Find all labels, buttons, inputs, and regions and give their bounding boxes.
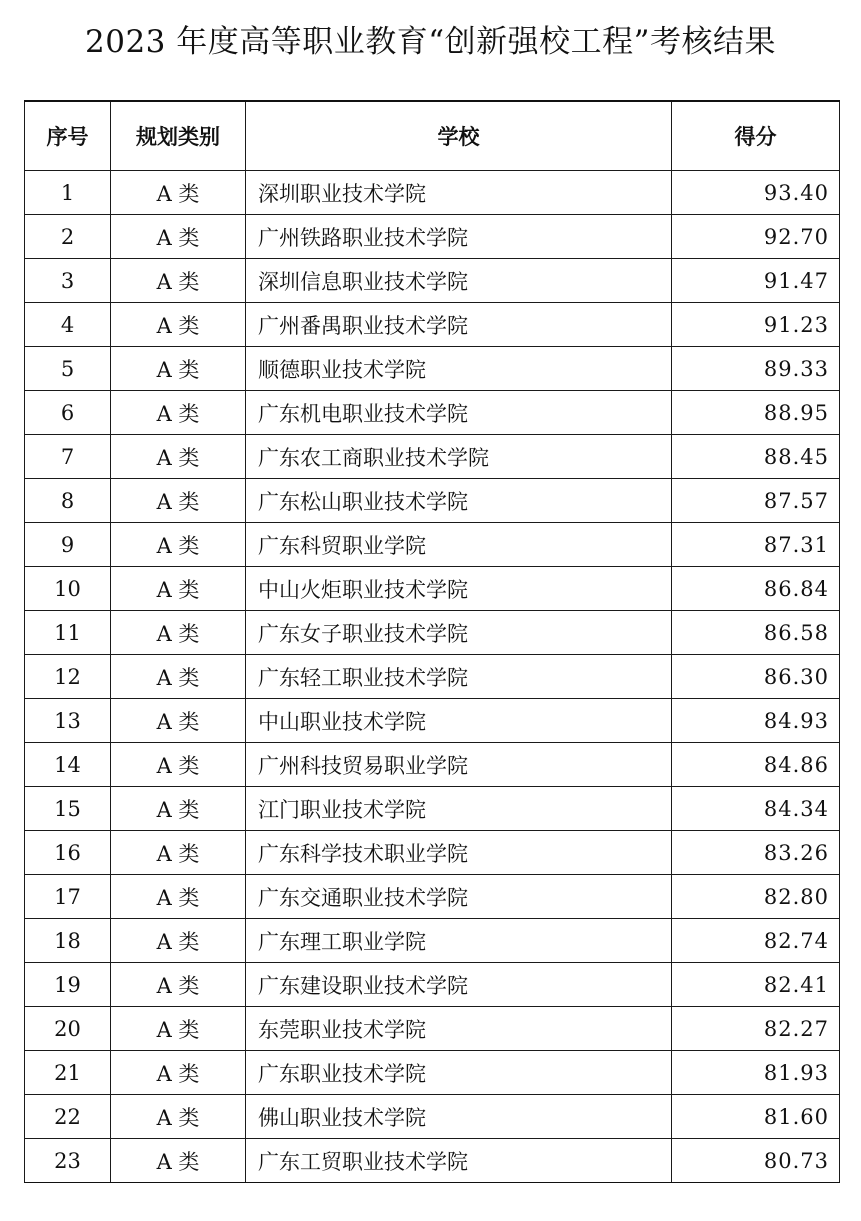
table-row [25, 611, 840, 655]
row-number: 15 [25, 787, 111, 831]
row-score: 84.34 [672, 787, 840, 831]
header-school: 学校 [246, 101, 672, 171]
row-score: 87.57 [672, 479, 840, 523]
row-category: A 类 [111, 347, 246, 391]
row-score: 86.84 [672, 567, 840, 611]
row-school: 广东工贸职业技术学院 [246, 1139, 672, 1183]
row-score: 82.27 [672, 1007, 840, 1051]
row-number: 14 [25, 743, 111, 787]
results-table [24, 100, 840, 1183]
row-number: 8 [25, 479, 111, 523]
row-score: 84.86 [672, 743, 840, 787]
row-category: A 类 [111, 611, 246, 655]
row-school: 广州科技贸易职业学院 [246, 743, 672, 787]
row-number: 18 [25, 919, 111, 963]
row-number: 2 [25, 215, 111, 259]
table-row [25, 215, 840, 259]
page-title: 2023 年度高等职业教育“创新强校工程”考核结果 [85, 24, 776, 60]
row-number: 12 [25, 655, 111, 699]
table-row [25, 479, 840, 523]
row-school: 广东农工商职业技术学院 [246, 435, 672, 479]
row-category: A 类 [111, 1095, 246, 1139]
row-school: 广州铁路职业技术学院 [246, 215, 672, 259]
row-score: 91.47 [672, 259, 840, 303]
row-category: A 类 [111, 919, 246, 963]
table-row [25, 523, 840, 567]
row-category: A 类 [111, 699, 246, 743]
row-school: 广东建设职业技术学院 [246, 963, 672, 1007]
table-body [25, 171, 840, 1183]
row-school: 东莞职业技术学院 [246, 1007, 672, 1051]
row-school: 江门职业技术学院 [246, 787, 672, 831]
row-number: 4 [25, 303, 111, 347]
row-category: A 类 [111, 655, 246, 699]
row-category: A 类 [111, 1007, 246, 1051]
row-number: 7 [25, 435, 111, 479]
table-row [25, 1007, 840, 1051]
table-row [25, 875, 840, 919]
row-score: 92.70 [672, 215, 840, 259]
row-school: 深圳职业技术学院 [246, 171, 672, 215]
row-category: A 类 [111, 875, 246, 919]
table-row [25, 743, 840, 787]
row-category: A 类 [111, 171, 246, 215]
row-category: A 类 [111, 743, 246, 787]
row-score: 89.33 [672, 347, 840, 391]
row-score: 81.60 [672, 1095, 840, 1139]
row-score: 93.40 [672, 171, 840, 215]
row-school: 顺德职业技术学院 [246, 347, 672, 391]
row-number: 1 [25, 171, 111, 215]
header-type: 规划类别 [111, 101, 246, 171]
table-row [25, 787, 840, 831]
row-number: 10 [25, 567, 111, 611]
row-school: 广东交通职业技术学院 [246, 875, 672, 919]
row-school: 广东轻工职业技术学院 [246, 655, 672, 699]
row-number: 23 [25, 1139, 111, 1183]
table-row [25, 567, 840, 611]
header-score: 得分 [672, 101, 840, 171]
row-number: 17 [25, 875, 111, 919]
row-school: 广东松山职业技术学院 [246, 479, 672, 523]
row-number: 9 [25, 523, 111, 567]
table-row [25, 655, 840, 699]
table-row [25, 259, 840, 303]
row-score: 82.80 [672, 875, 840, 919]
row-school: 广东职业技术学院 [246, 1051, 672, 1095]
row-category: A 类 [111, 567, 246, 611]
row-school: 广州番禺职业技术学院 [246, 303, 672, 347]
row-category: A 类 [111, 831, 246, 875]
row-score: 91.23 [672, 303, 840, 347]
row-number: 21 [25, 1051, 111, 1095]
row-number: 19 [25, 963, 111, 1007]
table-row [25, 171, 840, 215]
row-score: 86.58 [672, 611, 840, 655]
row-school: 广东女子职业技术学院 [246, 611, 672, 655]
row-score: 83.26 [672, 831, 840, 875]
row-number: 3 [25, 259, 111, 303]
row-score: 88.95 [672, 391, 840, 435]
row-school: 广东理工职业学院 [246, 919, 672, 963]
table-row [25, 1051, 840, 1095]
row-school: 佛山职业技术学院 [246, 1095, 672, 1139]
row-school: 中山火炬职业技术学院 [246, 567, 672, 611]
row-score: 82.74 [672, 919, 840, 963]
table-row [25, 963, 840, 1007]
table-row [25, 347, 840, 391]
row-school: 广东科贸职业学院 [246, 523, 672, 567]
row-number: 11 [25, 611, 111, 655]
row-score: 81.93 [672, 1051, 840, 1095]
row-category: A 类 [111, 1051, 246, 1095]
table-row [25, 1095, 840, 1139]
table-row [25, 831, 840, 875]
table-row [25, 303, 840, 347]
header-row [25, 101, 840, 171]
header-no: 序号 [25, 101, 111, 171]
row-number: 20 [25, 1007, 111, 1051]
row-school: 广东机电职业技术学院 [246, 391, 672, 435]
table-header [25, 101, 840, 171]
table-row [25, 1139, 840, 1183]
row-category: A 类 [111, 259, 246, 303]
row-number: 16 [25, 831, 111, 875]
row-score: 82.41 [672, 963, 840, 1007]
row-school: 深圳信息职业技术学院 [246, 259, 672, 303]
table-row [25, 435, 840, 479]
row-school: 广东科学技术职业学院 [246, 831, 672, 875]
row-category: A 类 [111, 435, 246, 479]
row-school: 中山职业技术学院 [246, 699, 672, 743]
table-row [25, 699, 840, 743]
row-number: 5 [25, 347, 111, 391]
row-score: 87.31 [672, 523, 840, 567]
row-score: 86.30 [672, 655, 840, 699]
table-row [25, 919, 840, 963]
row-category: A 类 [111, 787, 246, 831]
row-score: 84.93 [672, 699, 840, 743]
row-category: A 类 [111, 215, 246, 259]
row-category: A 类 [111, 303, 246, 347]
row-score: 80.73 [672, 1139, 840, 1183]
table-row [25, 391, 840, 435]
row-number: 22 [25, 1095, 111, 1139]
row-score: 88.45 [672, 435, 840, 479]
row-number: 6 [25, 391, 111, 435]
row-category: A 类 [111, 391, 246, 435]
row-category: A 类 [111, 479, 246, 523]
row-category: A 类 [111, 963, 246, 1007]
row-category: A 类 [111, 1139, 246, 1183]
row-number: 13 [25, 699, 111, 743]
row-category: A 类 [111, 523, 246, 567]
